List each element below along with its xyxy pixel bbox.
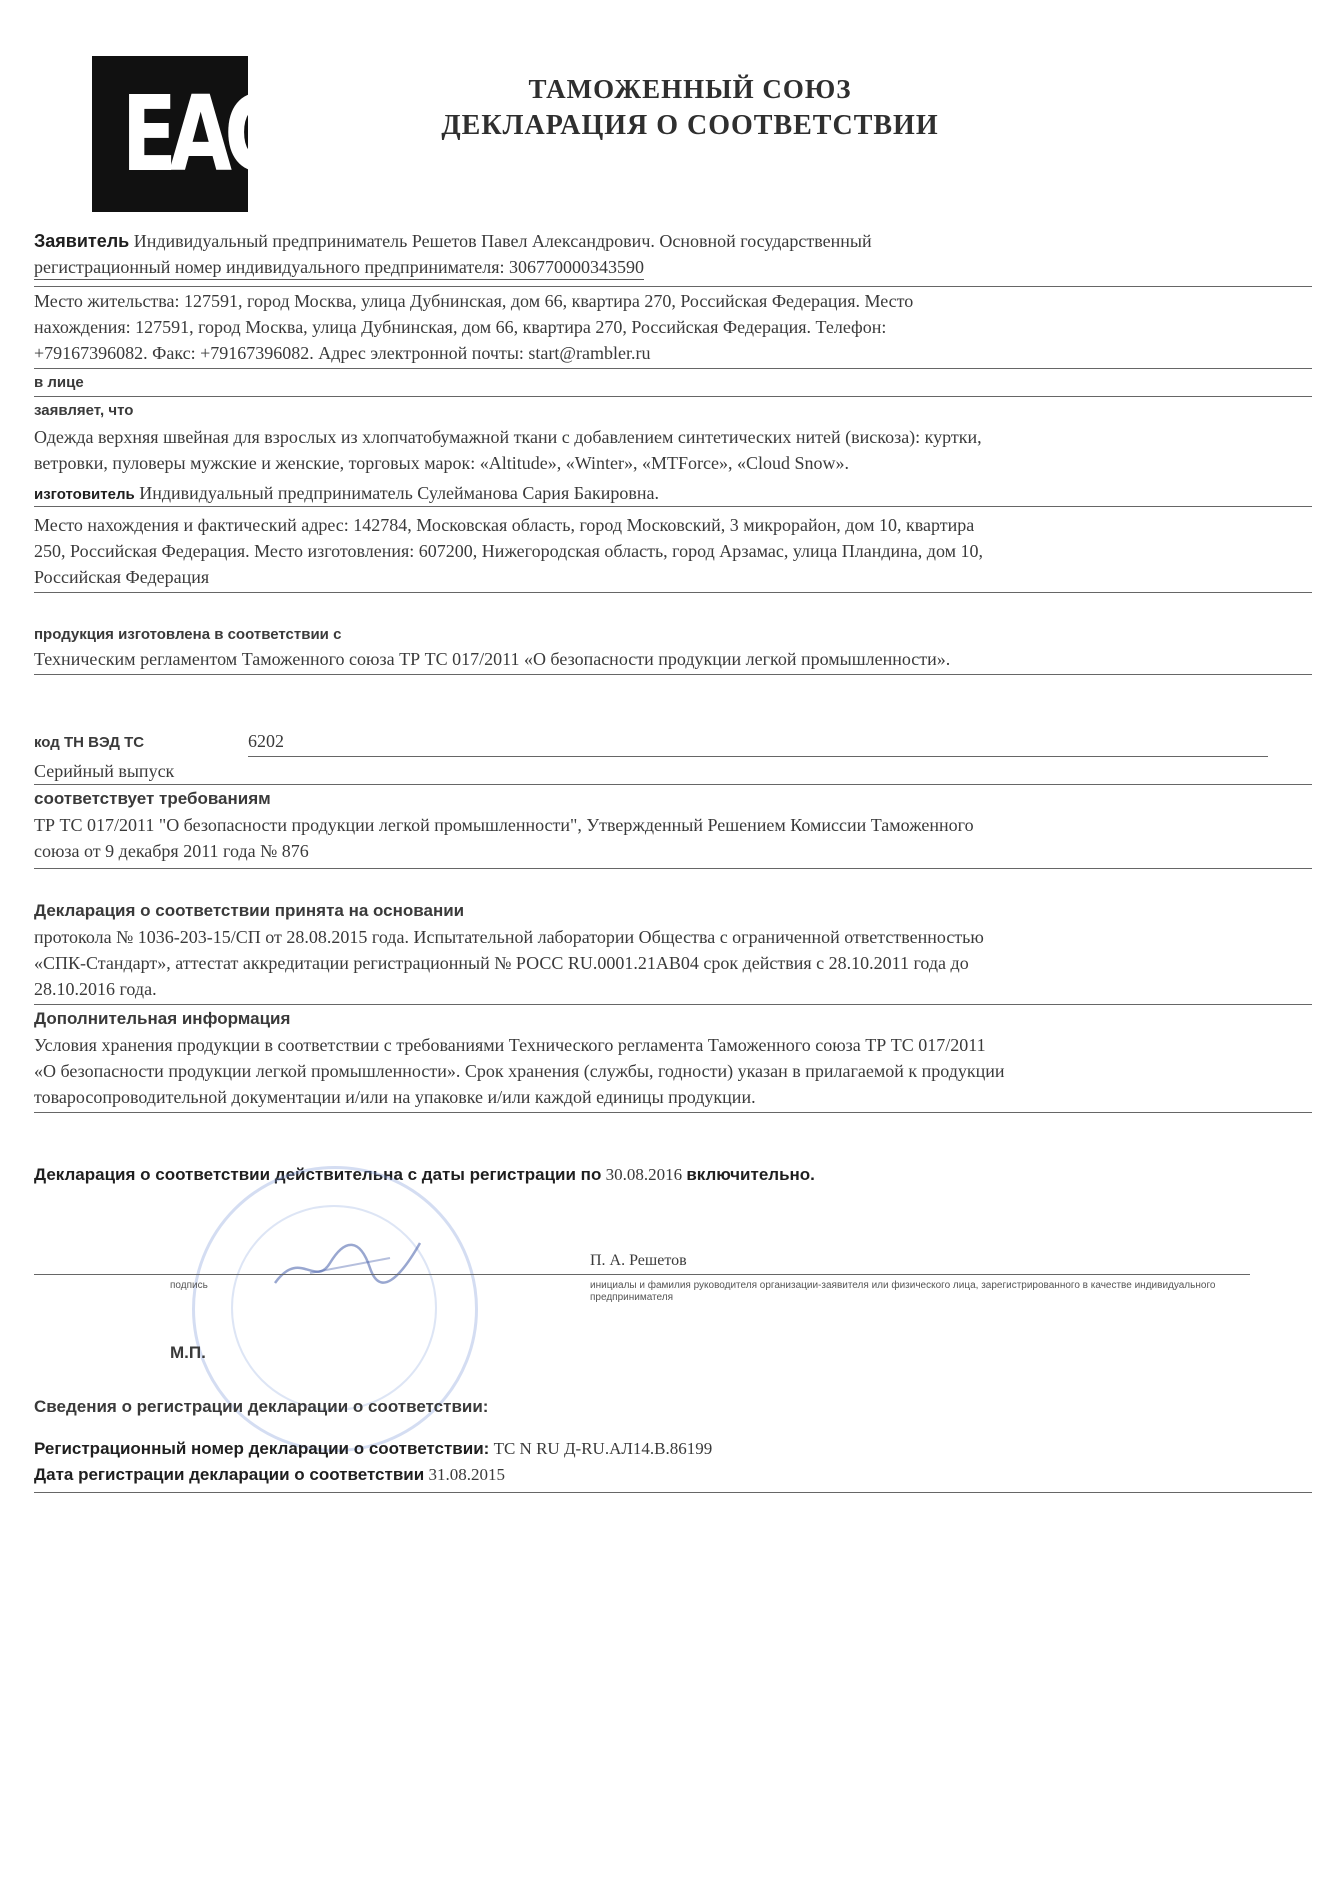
divider <box>34 396 1312 397</box>
mp-label: М.П. <box>170 1343 206 1362</box>
divider <box>34 1112 1312 1113</box>
signature-line <box>34 1274 590 1275</box>
produced-label: продукция изготовлена в соответствии с <box>34 626 342 643</box>
divider <box>34 1004 1312 1005</box>
declares-label: заявляет, что <box>34 402 134 419</box>
applicant-label: Заявитель <box>34 231 130 251</box>
additional-line: Условия хранения продукции в соответствии с требованиями Технического регламента Таможенного союза ТР ТС 017/2011 <box>34 1035 986 1055</box>
product-line: ветровки, пуловеры мужские и женские, торговых марок: «Altitude», «Winter», «MTForce», «Cloud Snow». <box>34 453 849 473</box>
divider <box>34 868 1312 869</box>
divider <box>34 506 1312 507</box>
registration-number-line <box>34 1436 1314 1462</box>
validity-date: 30.08.2016 <box>605 1165 683 1184</box>
divider <box>248 756 1268 757</box>
applicant-address-line: нахождения: 127591, город Москва, улица Дубнинская, дом 66, квартира 270, Российская Федерация. Телефон: <box>34 317 887 337</box>
basis-label: Декларация о соответствии принята на основании <box>34 901 465 920</box>
name-line <box>590 1274 1250 1275</box>
signer-name: П. А. Решетов <box>590 1252 687 1269</box>
additional-line: «О безопасности продукции легкой промышленности». Срок хранения (службы, годности) указан в прилагаемой к продукции <box>34 1061 1005 1081</box>
product-line: Одежда верхняя швейная для взрослых из хлопчатобумажной ткани с добавлением синтетических нитей (вискоза): куртки, <box>34 427 982 447</box>
basis-line: 28.10.2016 года. <box>34 979 157 999</box>
additional-label: Дополнительная информация <box>34 1009 291 1028</box>
divider <box>34 592 1312 593</box>
manufacturer-address-line: Место нахождения и фактический адрес: 142784, Московская область, город Московский, 3 микрорайон, дом 10, квартира <box>34 515 975 535</box>
conforms-label: соответствует требованиям <box>34 789 271 808</box>
divider <box>34 674 1312 675</box>
registration-date-label: Дата регистрации декларации о соответствии <box>34 1465 425 1484</box>
manufacturer-address-line: 250, Российская Федерация. Место изготовления: 607200, Нижегородская область, город Арзамас, улица Пландина, дом 10, <box>34 541 983 561</box>
manufacturer-name: Индивидуальный предприниматель Сулейманова Сария Бакировна. <box>139 483 660 503</box>
applicant-text: Индивидуальный предприниматель Решетов Павел Александрович. Основной государственный <box>133 231 872 251</box>
conforms-line: ТР ТС 017/2011 "О безопасности продукции легкой промышленности", Утвержденный Решением Комиссии Таможенного <box>34 815 974 835</box>
applicant-ogrn: регистрационный номер индивидуального предпринимателя: 306770000343590 <box>34 257 644 280</box>
applicant-address-line: Место жительства: 127591, город Москва, улица Дубнинская, дом 66, квартира 270, Российская Федерация. Место <box>34 291 914 311</box>
divider <box>34 286 1312 287</box>
additional-block <box>34 1032 1314 1110</box>
manufacturer-address-line: Российская Федерация <box>34 567 210 587</box>
person-label: в лице <box>34 374 84 391</box>
tn-ved-label: код ТН ВЭД ТС <box>34 734 145 751</box>
registration-date-line <box>34 1462 1314 1488</box>
conforms-line: союза от 9 декабря 2011 года № 876 <box>34 841 309 861</box>
signature-scribble <box>270 1228 430 1298</box>
produced-text: Техническим регламентом Таможенного союза ТР ТС 017/2011 «О безопасности продукции легкой промышленности». <box>34 649 951 669</box>
basis-block <box>34 924 1314 1002</box>
applicant-address-block <box>34 288 1314 366</box>
eac-logo-text: EAC <box>121 73 276 195</box>
validity-suffix: включительно. <box>686 1165 815 1184</box>
name-caption: инициалы и фамилия руководителя организации-заявителя или физического лица, зарегистрированного в качестве индивидуального предпринимателя <box>590 1280 1216 1303</box>
manufacturer-block <box>34 480 1314 508</box>
product-block <box>34 424 1314 476</box>
validity-line <box>34 1162 1314 1188</box>
manufacturer-address-block <box>34 512 1314 590</box>
header-declaration-title: ДЕКЛАРАЦИЯ О СООТВЕТСТВИИ <box>441 110 939 141</box>
registration-date-value: 31.08.2015 <box>428 1465 505 1484</box>
manufacturer-label: изготовитель <box>34 486 135 503</box>
registration-number-label: Регистрационный номер декларации о соответствии: <box>34 1439 490 1458</box>
applicant-address-line: +79167396082. Факс: +79167396082. Адрес электронной почты: start@rambler.ru <box>34 343 651 363</box>
applicant-block <box>34 228 1314 280</box>
divider <box>34 368 1312 369</box>
additional-line: товаросопроводительной документации и/или на упаковке и/или каждой единицы продукции. <box>34 1087 756 1107</box>
eac-logo <box>92 56 276 212</box>
basis-line: протокола № 1036-203-15/СП от 28.08.2015 года. Испытательной лаборатории Общества с ограниченной ответственностью <box>34 927 984 947</box>
header-union-title: ТАМОЖЕННЫЙ СОЮЗ <box>528 74 852 104</box>
registration-number-value: ТС N RU Д-RU.АЛ14.В.86199 <box>493 1439 713 1458</box>
signature-caption: подпись <box>170 1280 208 1291</box>
divider <box>34 1492 1312 1493</box>
tn-ved-value: 6202 <box>248 731 284 751</box>
conforms-block <box>34 812 1314 864</box>
basis-line: «СПК-Стандарт», аттестат аккредитации регистрационный № РОСС RU.0001.21АВ04 срок действия с 28.10.2011 года до <box>34 953 969 973</box>
validity-label: Декларация о соответствии действительна с даты регистрации по <box>34 1165 602 1184</box>
serial-output: Серийный выпуск <box>34 761 175 781</box>
registration-title: Сведения о регистрации декларации о соответствии: <box>34 1397 489 1416</box>
divider <box>34 784 1312 785</box>
